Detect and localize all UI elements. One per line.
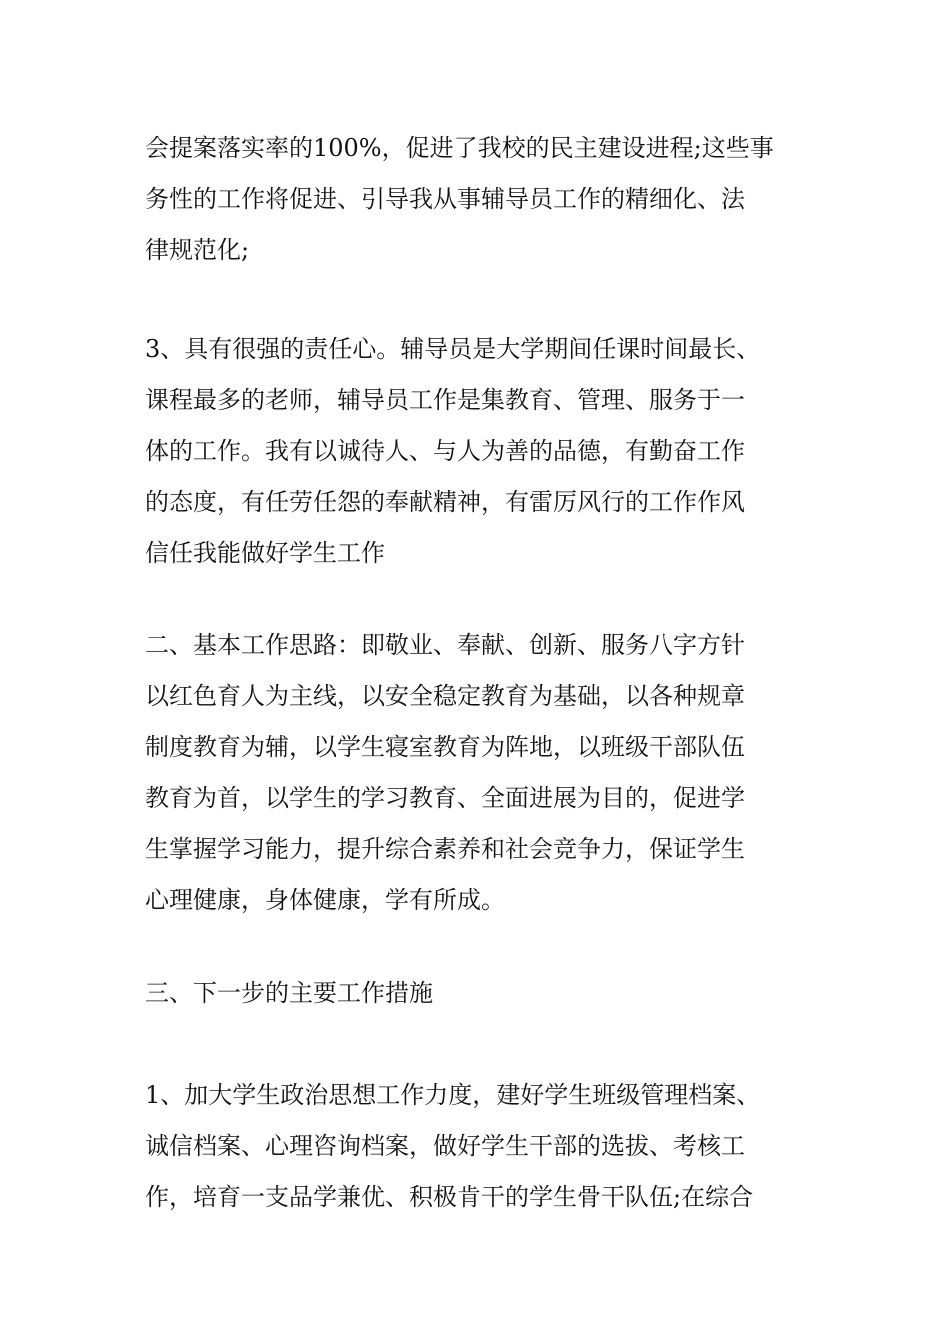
paragraph-line: 作，培育一支品学兼优、积极肯干的学生骨干队伍;在综合 xyxy=(145,1183,754,1211)
paragraph-measure-1 xyxy=(145,1070,815,1223)
paragraph-democracy-progress xyxy=(145,123,815,276)
section-heading-next-steps xyxy=(145,968,815,1019)
paragraph-line: 教育为首，以学生的学习教育、全面进展为目的，促进学 xyxy=(145,784,745,812)
paragraph-line: 生掌握学习能力，提升综合素养和社会竞争力，保证学生 xyxy=(145,835,745,863)
paragraph-line: 诚信档案、心理咨询档案，做好学生干部的选拔、考核工 xyxy=(145,1132,745,1160)
paragraph-line: 律规范化; xyxy=(145,236,250,264)
paragraph-basic-approach xyxy=(145,620,815,926)
paragraph-line: 3、具有很强的责任心。辅导员是大学期间任课时间最长、 xyxy=(145,335,761,363)
paragraph-line: 体的工作。我有以诚待人、与人为善的品德，有勤奋工作 xyxy=(145,437,745,465)
paragraph-line: 会提案落实率的100%，促进了我校的民主建设进程;这些事 xyxy=(145,134,774,162)
paragraph-line: 的态度，有任劳任怨的奉献精神，有雷厉风行的工作作风 xyxy=(145,488,745,516)
paragraph-line: 以红色育人为主线，以安全稳定教育为基础，以各种规章 xyxy=(145,682,745,710)
paragraph-line: 制度教育为辅，以学生寝室教育为阵地，以班级干部队伍 xyxy=(145,733,745,761)
paragraph-line: 务性的工作将促进、引导我从事辅导员工作的精细化、法 xyxy=(145,185,745,213)
paragraph-line: 1、加大学生政治思想工作力度，建好学生班级管理档案、 xyxy=(145,1081,761,1109)
paragraph-line: 课程最多的老师，辅导员工作是集教育、管理、服务于一 xyxy=(145,386,745,414)
section-heading: 三、下一步的主要工作措施 xyxy=(145,979,433,1007)
paragraph-line: 心理健康，身体健康，学有所成。 xyxy=(145,886,505,914)
paragraph-line: 信任我能做好学生工作 xyxy=(145,539,385,567)
paragraph-responsibility xyxy=(145,324,815,579)
paragraph-line: 二、基本工作思路：即敬业、奉献、创新、服务八字方针 xyxy=(145,631,745,659)
